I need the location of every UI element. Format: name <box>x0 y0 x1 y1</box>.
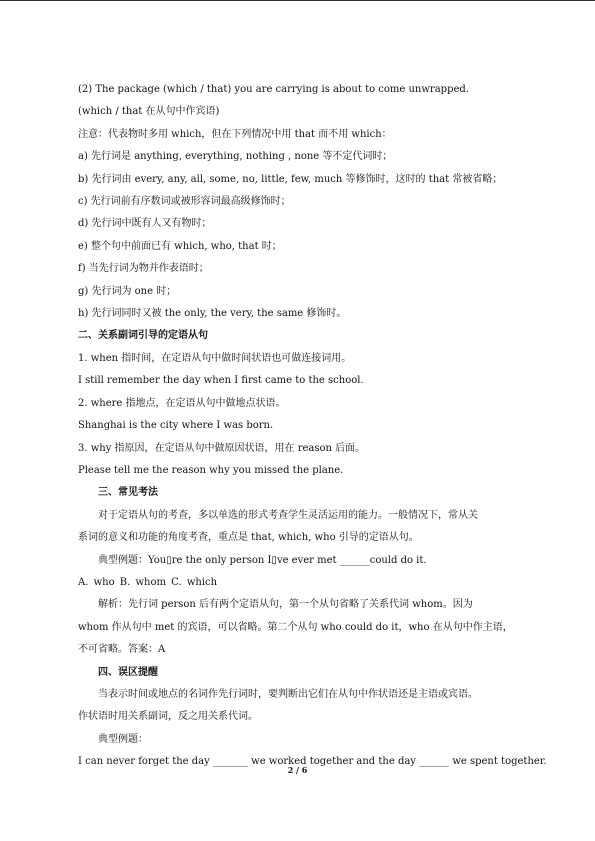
analysis-line: whom 作从句中 met 的宾语，可以省略。第二个从句 who could do it，who 在从句中作主语， <box>78 621 513 633</box>
paragraph-line: 作状语时用关系副词，反之用关系代词。 <box>78 711 258 723</box>
page-content <box>78 79 547 774</box>
example-sentence: I still remember the day when I first came to the school. <box>78 375 364 387</box>
list-item-g: g) 先行词为 one 时； <box>78 285 177 297</box>
section-heading: 四、误区提醒 <box>98 666 158 678</box>
example-question: 典型例题：You▯re the only person I▯ve ever met ______could do it. <box>98 554 427 566</box>
text-line: (2) The package (which / that) you are carrying is about to come unwrapped. <box>78 84 469 95</box>
text-line: (which / that 在从句中作宾语) <box>78 106 220 118</box>
paragraph-line: 当表示时间或地点的名词作先行词时，要判断出它们在从句中作状语还是主语或宾语。 <box>98 688 478 700</box>
list-item-a: a) 先行词是 anything, everything, nothing , none 等不定代词时； <box>78 151 393 163</box>
example-sentence: I can never forget the day _______ we worked together and the day ______ we spent together. <box>78 756 547 768</box>
section-heading: 二、关系副词引导的定语从句 <box>78 330 208 342</box>
list-item-b: b) 先行词由 every, any, all, some, no, little, few, much 等修饰时，这时的 that 常被省略； <box>78 173 503 185</box>
text-line: 1. when 指时间，在定语从句中做时间状语也可做连接词用。 <box>78 352 352 364</box>
analysis-line: 不可省略。答案：A <box>78 644 166 656</box>
text-line: 3. why 指原因，在定语从句中做原因状语，用在 reason 后面。 <box>78 442 366 454</box>
paragraph-line: 系词的意义和功能的角度考查，重点是 that, which, who 引导的定语从句。 <box>78 532 419 544</box>
text-line: 注意：代表物时多用 which，但在下列情况中用 that 而不用 which： <box>78 128 392 140</box>
analysis-line: 解析：先行词 person 后有两个定语从句，第一个从句省略了关系代词 whom。因为 <box>98 599 473 611</box>
example-label: 典型例题： <box>98 733 148 745</box>
text-line: 2. where 指地点，在定语从句中做地点状语。 <box>78 397 286 409</box>
list-item-h: h) 先行词同时又被 the only, the very, the same 修饰时。 <box>78 308 347 320</box>
paragraph-line: 对于定语从句的考查，多以单选的形式考查学生灵活运用的能力。一般情况下，常从关 <box>98 509 478 521</box>
list-item-e: e) 整个句中前面已有 which, who, that 时； <box>78 240 282 252</box>
list-item-c: c) 先行词前有序数词或被形容词最高级修饰时； <box>78 196 291 208</box>
list-item-d: d) 先行词中既有人又有物时； <box>78 218 212 230</box>
example-sentence: Shanghai is the city where I was born. <box>78 420 274 432</box>
list-item-f: f) 当先行词为物并作表语时； <box>78 263 209 275</box>
top-rule <box>0 0 595 1</box>
answer-options: A. who B. whom C. which <box>78 576 218 588</box>
example-sentence: Please tell me the reason why you missed the plane. <box>78 464 344 476</box>
page-number: 2 / 6 <box>287 765 308 775</box>
section-heading: 三、常见考法 <box>98 487 158 499</box>
